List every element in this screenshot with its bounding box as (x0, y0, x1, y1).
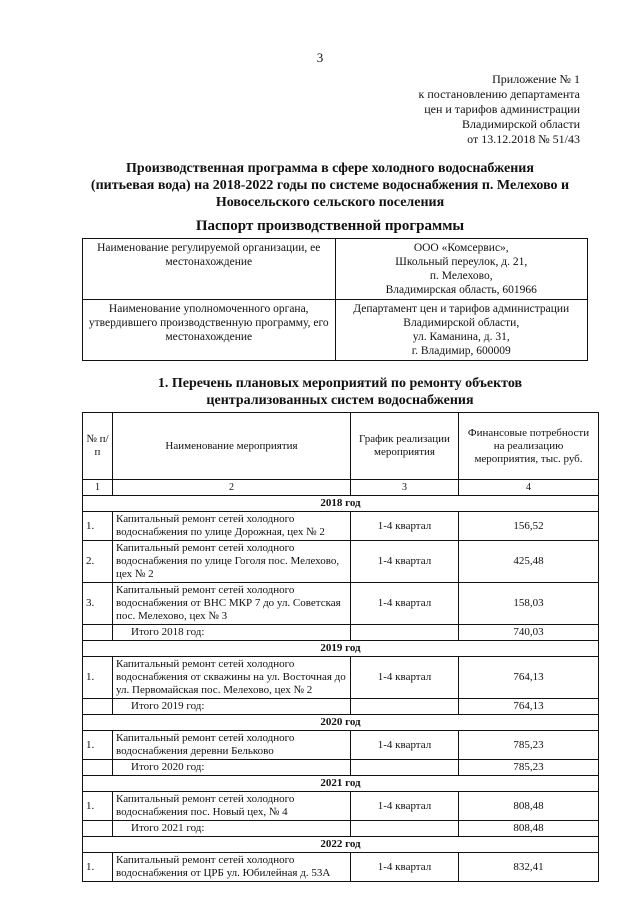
header-number: № п/п (83, 413, 113, 480)
colnum: 1 (83, 480, 113, 496)
title-line: Новосельского сельского поселения (215, 195, 445, 210)
measures-table (82, 412, 599, 882)
section-title-line: 1. Перечень плановых мероприятий по ремонту объектов (157, 376, 523, 391)
total-sum: 740,03 (459, 625, 599, 641)
table-row (83, 583, 599, 625)
title-line: Производственная программа в сфере холодного водоснабжения (126, 161, 534, 176)
total-row (83, 760, 599, 776)
row-schedule: 1-4 квартал (351, 541, 459, 583)
year-header: 2018 год (83, 496, 599, 512)
section-title-line: централизованных систем водоснабжения (206, 393, 474, 408)
value-line: Департамент цен и тарифов администрации (353, 303, 570, 315)
row-sum: 764,13 (459, 657, 599, 699)
year-header: 2020 год (83, 715, 599, 731)
row-number: 3. (83, 583, 113, 625)
passport-title: Паспорт производственной программы (195, 218, 465, 234)
appendix-line: к постановлению департамента (418, 87, 580, 101)
value-line: Владимирской области, (403, 317, 520, 329)
row-name: Капитальный ремонт сетей холодного водоснабжения от скважины на ул. Восточная до ул. Первомайская пос. Мелехово, цех № 2 (113, 657, 351, 699)
colnum: 4 (459, 480, 599, 496)
total-label: Итого 2019 год: (113, 699, 351, 715)
row-sum: 156,52 (459, 512, 599, 541)
row-number: 1. (83, 512, 113, 541)
row-number: 1. (83, 792, 113, 821)
passport-org-value (335, 239, 588, 300)
total-row (83, 625, 599, 641)
section-title (140, 375, 540, 409)
row-schedule: 1-4 квартал (351, 512, 459, 541)
row-schedule: 1-4 квартал (351, 792, 459, 821)
passport-org-label: Наименование регулируемой организации, ее местонахождение (83, 239, 336, 300)
row-name: Капитальный ремонт сетей холодного водоснабжения по улице Дорожная, цех № 2 (113, 512, 351, 541)
row-schedule: 1-4 квартал (351, 731, 459, 760)
value-line: п. Мелехово, (429, 270, 493, 282)
table-row (83, 792, 599, 821)
total-row (83, 821, 599, 837)
total-sum: 764,13 (459, 699, 599, 715)
total-sum: 785,23 (459, 760, 599, 776)
table-row (83, 512, 599, 541)
row-sum: 785,23 (459, 731, 599, 760)
value-line: ул. Каманина, д. 31, (412, 331, 510, 343)
year-header: 2019 год (83, 641, 599, 657)
value-line: Владимирская область, 601966 (385, 284, 537, 296)
header-schedule: График реализации мероприятия (351, 413, 459, 480)
table-row (83, 731, 599, 760)
row-schedule: 1-4 квартал (351, 657, 459, 699)
passport-table (82, 238, 588, 361)
row-name: Капитальный ремонт сетей холодного водоснабжения пос. Новый цех, № 4 (113, 792, 351, 821)
row-number: 2. (83, 541, 113, 583)
table-row (83, 657, 599, 699)
total-sum: 808,48 (459, 821, 599, 837)
total-row (83, 699, 599, 715)
appendix-line: Владимирской области (462, 117, 580, 131)
row-name: Капитальный ремонт сетей холодного водоснабжения от ВНС МКР 7 до ул. Советская пос. Мелехово, цех № 3 (113, 583, 351, 625)
row-name: Капитальный ремонт сетей холодного водоснабжения по улице Гоголя пос. Мелехово, цех № 2 (113, 541, 351, 583)
appendix-block (419, 72, 580, 147)
document-title (80, 160, 580, 211)
passport-authority-value (335, 300, 588, 361)
row-sum: 832,41 (459, 853, 599, 882)
value-line: ООО «Комсервис», (413, 242, 509, 254)
colnum: 3 (351, 480, 459, 496)
header-name: Наименование мероприятия (113, 413, 351, 480)
header-finance: Финансовые потребности на реализацию мероприятия, тыс. руб. (459, 413, 599, 480)
row-sum: 425,48 (459, 541, 599, 583)
year-header: 2022 год (83, 837, 599, 853)
row-sum: 808,48 (459, 792, 599, 821)
row-schedule: 1-4 квартал (351, 583, 459, 625)
total-label: Итого 2021 год: (113, 821, 351, 837)
value-line: Школьный переулок, д. 21, (395, 256, 528, 268)
row-name: Капитальный ремонт сетей холодного водоснабжения деревни Бельково (113, 731, 351, 760)
year-header: 2021 год (83, 776, 599, 792)
total-label: Итого 2020 год: (113, 760, 351, 776)
row-schedule: 1-4 квартал (351, 853, 459, 882)
row-number: 1. (83, 657, 113, 699)
row-number: 1. (83, 853, 113, 882)
value-line: г. Владимир, 600009 (411, 345, 511, 357)
table-row (83, 541, 599, 583)
table-row (83, 853, 599, 882)
appendix-line: Приложение № 1 (492, 72, 580, 86)
row-number: 1. (83, 731, 113, 760)
appendix-line: от 13.12.2018 № 51/43 (467, 132, 580, 146)
colnum: 2 (113, 480, 351, 496)
row-sum: 158,03 (459, 583, 599, 625)
appendix-line: цен и тарифов администрации (424, 102, 580, 116)
passport-authority-label: Наименование уполномоченного органа, утвердившего производственную программу, его местонахождение (83, 300, 336, 361)
row-name: Капитальный ремонт сетей холодного водоснабжения от ЦРБ ул. Юбилейная д. 53А (113, 853, 351, 882)
total-label: Итого 2018 год: (113, 625, 351, 641)
page-number: 3 (316, 50, 324, 65)
title-line: (питьевая вода) на 2018-2022 годы по системе водоснабжения п. Мелехово и (90, 178, 570, 193)
